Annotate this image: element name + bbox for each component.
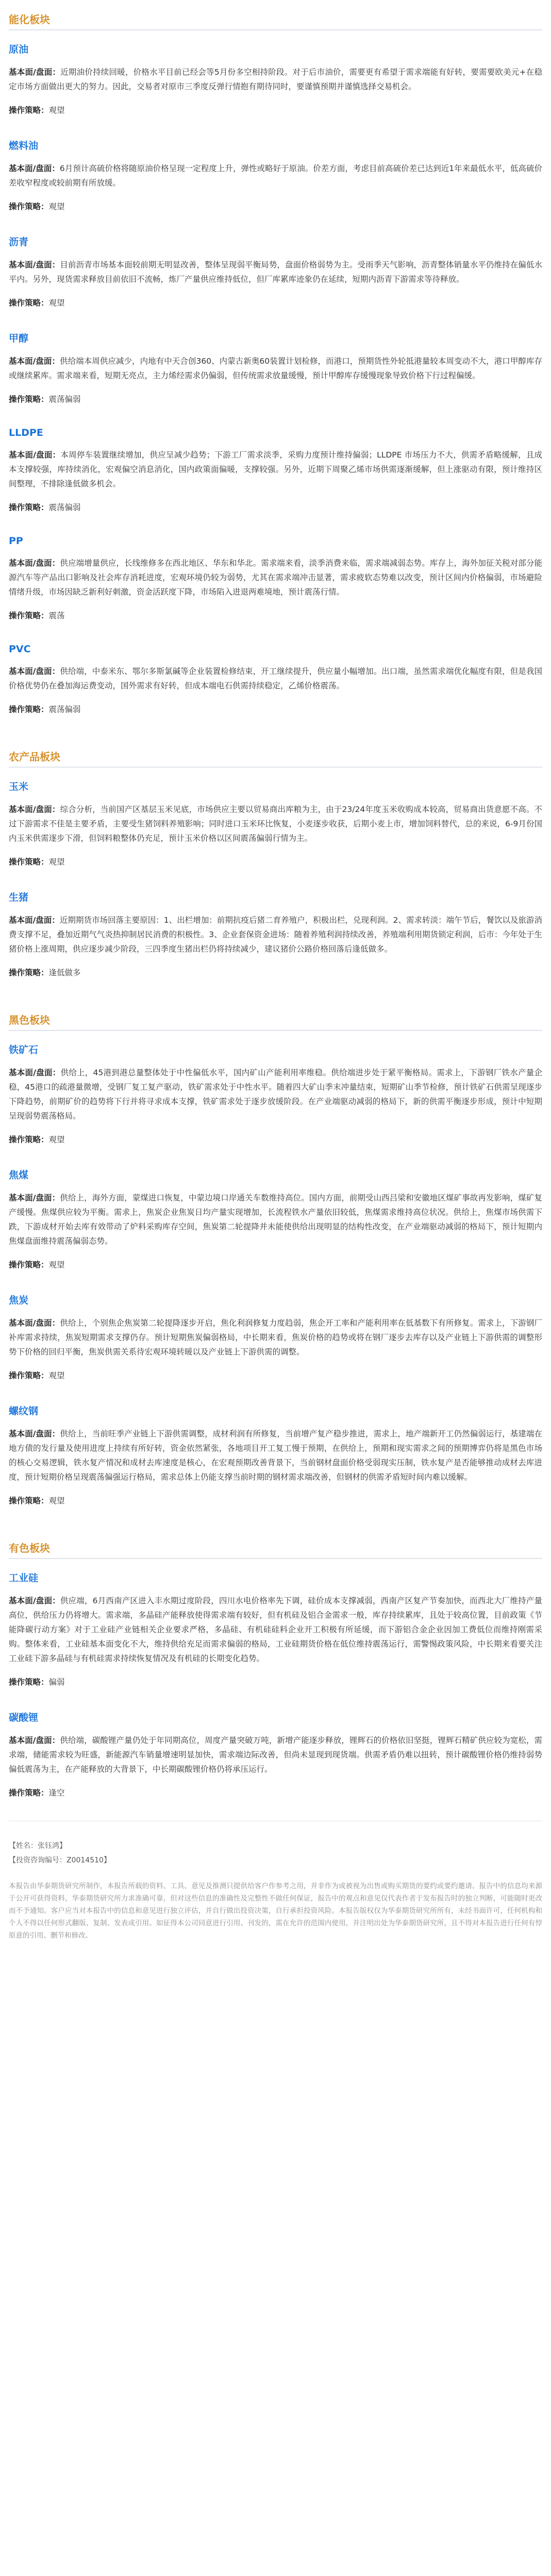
basis-label: 基本面/盘面： bbox=[9, 1736, 60, 1745]
basis-text: 供给上，海外方面，蒙煤进口恢复，中蒙边境口岸通关车数维持高位。国内方面，前期受山西吕梁和安徽地区煤矿事故再发影响，煤矿复产缓慢。焦煤供应较为平衡。需求上，焦炭企业焦炭日均产量实现增加，长流程铁水产量依旧较低，焦煤需求维持高位状况。供给上，焦煤市场供需下跌，下游成材开始去库有效带动了炉料采购库存空间，焦炭第二轮提降并未能使供给出现明显的结构性改变，在产业端驱动减弱的格局下，预计短期内焦煤盘面维持震荡偏弱态势。 bbox=[9, 1193, 542, 1246]
basis-label: 基本面/盘面： bbox=[9, 1429, 60, 1438]
sector-items bbox=[9, 1570, 542, 1800]
commodity-title: 生猪 bbox=[9, 892, 29, 903]
report-footer bbox=[9, 1821, 542, 1962]
commodity-block bbox=[9, 1570, 542, 1689]
strategy-label: 操作策略： bbox=[9, 705, 49, 714]
sector-divider bbox=[9, 1030, 542, 1031]
sector-title: 能化板块 bbox=[9, 13, 50, 26]
commodity-title: PVC bbox=[9, 643, 31, 655]
basis-text: 本周停车装置继续增加，供应呈减少趋势；下游工厂需求淡季，采购力度预计维持偏弱；LLDPE 市场压力不大，供需矛盾略缓解，且成本支撑较强，库持续消化，宏观偏空消息消化，国内政策面偏暖，支撑较强。另外，近期下周聚乙烯市场供需逐渐缓解，但上涨驱动有限，预计维持区间整理，不排除逢低做多机会。 bbox=[9, 450, 543, 488]
strategy-label: 操作策略： bbox=[9, 1260, 49, 1269]
author-line: 【姓名：张钰鸿】 bbox=[9, 1842, 66, 1850]
basis-paragraph bbox=[9, 556, 542, 599]
strategy-line bbox=[9, 1675, 542, 1689]
strategy-value: 震荡偏弱 bbox=[48, 395, 81, 404]
strategy-label: 操作策略： bbox=[9, 968, 49, 977]
commodity-block bbox=[9, 427, 542, 515]
strategy-label: 操作策略： bbox=[9, 1677, 49, 1687]
sector-title: 黑色板块 bbox=[9, 1014, 50, 1026]
commodity-block bbox=[9, 1403, 542, 1508]
basis-text: 目前沥青市场基本面较前期无明显改善，整体呈现弱平衡局势，盘面价格弱势为主。受雨季天气影响，沥青整体销量水平仍维持在偏低水平内。另外，现货需求释放目前依旧不流畅，炼厂产量供应维持低位，但厂库累库迹象仍在延续，短期内沥青下游需求等待释放。 bbox=[9, 260, 542, 284]
basis-text: 供给上，45港到港总量整体处于中性偏低水平，国内矿山产能利用率维稳。供给端进步处于紧平衡格局。需求上，下游钢厂铁水产量企稳，45港口的疏港量微增，受钢厂复工复产驱动，铁矿需求处于中性水平。随着四大矿山季末冲量结束，短期矿山季节检修，预计铁矿石供需呈现逐步下降趋势，前期矿价的趋势将下行并将寻求成本支撑，铁矿需求处于逐步放缓阶段。在产业端驱动减弱的格局下，新的供需平衡逐步形成，预计中短期呈现弱势震荡格局。 bbox=[9, 1068, 542, 1121]
basis-label: 基本面/盘面： bbox=[9, 1596, 60, 1605]
commodity-block bbox=[9, 331, 542, 406]
strategy-value: 逢空 bbox=[48, 1788, 65, 1798]
sector-items bbox=[9, 42, 542, 717]
basis-paragraph bbox=[9, 1191, 542, 1248]
commodity-block bbox=[9, 1710, 542, 1800]
basis-label: 基本面/盘面： bbox=[9, 916, 60, 925]
strategy-line bbox=[9, 1132, 542, 1147]
basis-paragraph bbox=[9, 354, 542, 383]
commodity-title: 焦煤 bbox=[9, 1170, 29, 1181]
strategy-value: 观望 bbox=[48, 1135, 65, 1144]
basis-paragraph bbox=[9, 258, 542, 286]
commodity-block bbox=[9, 890, 542, 980]
strategy-label: 操作策略： bbox=[9, 1788, 49, 1798]
strategy-label: 操作策略： bbox=[9, 1371, 49, 1380]
basis-text: 综合分析，当前国产区基层玉米见底，市场供应主要以贸易商出库粮为主，由于23/24年度玉米收购成本较高，贸易商出货意愿不高。不过下游需求不佳是主要矛盾，主要受生猪饲料养殖影响；同时进口玉米环比恢复，小麦逐步收获，后期小麦上市，增加饲料替代，总的来说，6-9月份国内玉米供需逐步下滑，但饲料粮整体仍充足，预计玉米价格以区间震荡偏弱行情为主。 bbox=[9, 805, 542, 843]
strategy-value: 震荡 bbox=[48, 611, 65, 620]
basis-text: 供应端，6月西南产区进入丰水期过度阶段，四川水电价格率先下调，硅价成本支撑减弱，西南产区复产节奏加快，而西北大厂维持产量高位，供给压力仍将增大。需求端，多晶硅产能释放使得需求端有较好，但有机硅及铝合金需求一般，库存持续累库，且处于较高位置，目前政策《节能降碳行动方案》对于工业硅产业链相关企业要求严格，多晶硅、有机硅硅料企业开工积极有所延缓，而下游铝合金企业因加工费低位而维持刚需采购。整体来看，工业硅基本面变化不大，维持供给充足而需求偏弱的格局，工业硅期货价格在低位维持震荡运行，需警惕政策风险，中长期来看要关注工业硅下游多晶硅与有机硅需求持续恢复情况及有机硅的长期变化趋势。 bbox=[9, 1596, 542, 1663]
strategy-label: 操作策略： bbox=[9, 202, 49, 211]
strategy-line bbox=[9, 855, 542, 869]
commodity-title: 玉米 bbox=[9, 781, 29, 792]
basis-label: 基本面/盘面： bbox=[9, 805, 60, 814]
strategy-label: 操作策略： bbox=[9, 857, 49, 867]
strategy-line bbox=[9, 702, 542, 717]
commodity-block bbox=[9, 535, 542, 623]
basis-paragraph bbox=[9, 448, 542, 491]
strategy-value: 观望 bbox=[48, 1260, 65, 1269]
basis-paragraph bbox=[9, 913, 542, 956]
strategy-line bbox=[9, 1258, 542, 1272]
sector-divider bbox=[9, 1558, 542, 1559]
commodity-title: 原油 bbox=[9, 44, 29, 55]
basis-paragraph bbox=[9, 1594, 542, 1666]
strategy-line bbox=[9, 608, 542, 623]
basis-label: 基本面/盘面： bbox=[9, 1193, 60, 1202]
basis-label: 基本面/盘面： bbox=[9, 1318, 60, 1328]
strategy-label: 操作策略： bbox=[9, 611, 49, 620]
commodity-block bbox=[9, 42, 542, 117]
basis-label: 基本面/盘面： bbox=[9, 357, 60, 366]
strategy-value: 偏弱 bbox=[48, 1677, 65, 1687]
commodity-title: 甲醇 bbox=[9, 333, 29, 344]
basis-text: 供给端，碳酸锂产量仍处于年同期高位，周度产量突破万吨，新增产能逐步释放，锂辉石的价格依旧坚挺，锂辉石精矿供应较为宽松，需求端，储能需求较为旺盛，新能源汽车销量增速明显加快，需求端边际改善，但尚未显现到现货端。供需矛盾仍难以扭转，预计碳酸锂价格仍维持弱势偏低震荡为主，在产能释放的大背景下，中长期碳酸锂价格仍将承压运行。 bbox=[9, 1736, 542, 1774]
commodity-title: LLDPE bbox=[9, 427, 43, 438]
commodity-title: 铁矿石 bbox=[9, 1044, 39, 1056]
commodity-block bbox=[9, 138, 542, 214]
strategy-value: 震荡偏弱 bbox=[48, 503, 81, 512]
commodity-title: 螺纹钢 bbox=[9, 1405, 39, 1417]
commodity-title: 工业硅 bbox=[9, 1572, 39, 1584]
strategy-label: 操作策略： bbox=[9, 395, 49, 404]
basis-paragraph bbox=[9, 1733, 542, 1776]
strategy-label: 操作策略： bbox=[9, 1496, 49, 1505]
strategy-value: 观望 bbox=[48, 202, 65, 211]
strategy-value: 观望 bbox=[48, 1371, 65, 1380]
basis-text: 6月预计高硫价格将随原油价格呈现一定程度上升，弹性或略好于原油。价差方面，考虑目前高硫价差已达到近1年来最低水平，低高硫价差收窄程度或较前期有所放缓。 bbox=[9, 164, 542, 188]
strategy-value: 观望 bbox=[48, 1496, 65, 1505]
license-line: 【投资咨询编号：Z0014510】 bbox=[9, 1856, 111, 1865]
sector-items bbox=[9, 1042, 542, 1508]
basis-label: 基本面/盘面： bbox=[9, 450, 61, 460]
commodity-block bbox=[9, 1167, 542, 1272]
commodity-block bbox=[9, 1042, 542, 1147]
basis-text: 供给上，当前旺季产业链上下游供需调整，成材利润有所修复，当前增产复产稳步推进，需求上，地产端新开工仍然偏弱运行，基建端在地方债的发行量及使用进度上持续有所好转，资金依然紧张，各地项目开工复工慢于预期，在供给上，预期和现实需求之间的预期博弈仍将是黑色市场的核心交易逻辑，铁水复产情况和成材去库速度是核心，在宏观预期改善背景下，当前钢材盘面价格受弱现实压制，铁水复产是否能够推动成材去库进度，预计短期价格呈现震荡偏强运行格局，需求总体上仍能支撑当前时期的钢材需求端改善，但钢材的供需矛盾短时间内难以缓解。 bbox=[9, 1429, 542, 1482]
basis-label: 基本面/盘面： bbox=[9, 260, 60, 269]
commodity-title: PP bbox=[9, 535, 23, 547]
sector bbox=[9, 1001, 542, 1508]
basis-text: 供给上，个别焦企焦炭第二轮提降逐步开启，焦化利润修复力度趋弱，焦企开工率和产能利用率在低基数下有所修复。需求上，下游钢厂补库需求持续，焦炭短期需求支撑仍存。预计短期焦炭偏弱格局，中长期来看，焦炭价格的趋势或将在钢厂逐步去库存以及产业链上下游供需的调整形势下价格的回归平衡，焦炭供需关系待宏观环境转暖以及产业链上下游供需的调整。 bbox=[9, 1318, 542, 1357]
basis-paragraph bbox=[9, 664, 542, 693]
strategy-line bbox=[9, 1786, 542, 1800]
basis-text: 供应端增量供应，长线维修多在西北地区、华东和华北。需求端来看，淡季消费来临，需求端减弱态势。库存上，海外加征关税对部分能源汽车等产品出口影响及社会库存消耗进度，宏观环境仍较为弱势，尤其在需求端冲击显著，需求疲软态势难以改变，预计区间内价格偏弱，市场避险情绪升级，市场因缺乏新利好刺激，资金活跃度下降，市场陷入进退两难境地，预计震荡行情。 bbox=[9, 558, 542, 597]
basis-paragraph bbox=[9, 802, 542, 845]
strategy-line bbox=[9, 965, 542, 980]
basis-paragraph bbox=[9, 65, 542, 94]
commodity-block bbox=[9, 643, 542, 717]
strategy-value: 观望 bbox=[48, 857, 65, 867]
disclaimer-text: 本报告由华泰期货研究所制作，本报告所载的资料、工具、意见及推测只提供给客户作参考之用，并非作为或被视为出售或购买期货的要约或要约邀请。报告中的信息均来源于公开可获得资料，华泰期货研究所力求准确可靠，但对这些信息的准确性及完整性不做任何保证，报告中的观点和意见仅代表作者于发布报告时的独立判断，可能随时更改而不予通知。客户应当对本报告中的信息和意见进行独立评估，并自行做出投资决策，自行承担投资风险。本报告版权仅为华泰期货研究所所有，未经书面许可，任何机构和个人不得以任何形式翻版、复制、发表或引用。如征得本公司同意进行引用、刊发的，需在允许的范围内使用，并注明出处为华泰期货研究所，且不得对本报告进行任何有悖原意的引用、删节和修改。 bbox=[9, 1882, 542, 1940]
basis-label: 基本面/盘面： bbox=[9, 67, 61, 77]
basis-text: 供给端本周供应减少，内地有中天合创360、内蒙古新奥60装置计划检修，而港口，预期货性外轮抵港量较本周变动不大，港口甲醇库存或继续累库。需求端来看，短期无亮点，主力烯经需求仍偏弱，但传统需求放量缓慢，预计甲醇库存缓慢现象导致价格下行过程偏缓。 bbox=[9, 357, 542, 380]
strategy-value: 逢低做多 bbox=[48, 968, 81, 977]
basis-paragraph bbox=[9, 1065, 542, 1123]
strategy-label: 操作策略： bbox=[9, 298, 49, 308]
commodity-block bbox=[9, 234, 542, 310]
strategy-value: 震荡偏弱 bbox=[48, 705, 81, 714]
basis-paragraph bbox=[9, 1427, 542, 1484]
strategy-line bbox=[9, 500, 542, 515]
sector-title: 有色板块 bbox=[9, 1542, 50, 1554]
basis-text: 近期油价持续回暖，价格水平目前已经会等5月份多空相持阶段。对于后市油价，需要更有希望于需求端能有好转，要需要欧美元+在稳定市场方面做出更大的努力。因此，交易者对原市三季度反弹行情抱有期待同时，要谨慎预期并谨慎选择交易机会。 bbox=[9, 67, 542, 91]
commodity-title: 碳酸锂 bbox=[9, 1712, 39, 1723]
sector bbox=[9, 1529, 542, 1800]
strategy-line bbox=[9, 199, 542, 214]
strategy-line bbox=[9, 1494, 542, 1508]
sector-items bbox=[9, 779, 542, 980]
commodity-title: 沥青 bbox=[9, 236, 29, 248]
basis-label: 基本面/盘面： bbox=[9, 1068, 61, 1077]
strategy-label: 操作策略： bbox=[9, 106, 49, 115]
commodity-title: 焦炭 bbox=[9, 1295, 29, 1306]
strategy-label: 操作策略： bbox=[9, 503, 49, 512]
strategy-value: 观望 bbox=[48, 106, 65, 115]
basis-text: 近期期货市场回落主要原因：1、出栏增加：前期抗疫后猪二育养殖户，积极出栏，兑现利润。2、需求转淡：端午节后，餐饮以及旅游消费支撑不足，叠加近期气气炎热抑制居民消费的积极性。3、企业套保资金进场：随着养殖利润持续改善，养殖端利用期货锁定利润，后市：今年处于生猪价格上涨周期，供应逐步减少阶段，三四季度生猪出栏仍将持续减少，建议猪价公路价格回落后逢低做多。 bbox=[9, 916, 542, 954]
strategy-value: 观望 bbox=[48, 298, 65, 308]
sector bbox=[9, 0, 542, 717]
commodity-block bbox=[9, 779, 542, 869]
sector-title: 农产品板块 bbox=[9, 751, 60, 763]
commodity-title: 燃料油 bbox=[9, 140, 39, 151]
commodity-block bbox=[9, 1293, 542, 1383]
sector bbox=[9, 737, 542, 980]
sector-divider bbox=[9, 767, 542, 768]
strategy-line bbox=[9, 103, 542, 117]
basis-label: 基本面/盘面： bbox=[9, 558, 60, 568]
strategy-line bbox=[9, 392, 542, 406]
basis-label: 基本面/盘面： bbox=[9, 164, 60, 173]
basis-paragraph bbox=[9, 161, 542, 190]
basis-paragraph bbox=[9, 1316, 542, 1359]
basis-label: 基本面/盘面： bbox=[9, 667, 60, 676]
sector-divider bbox=[9, 29, 542, 30]
strategy-line bbox=[9, 1368, 542, 1383]
strategy-label: 操作策略： bbox=[9, 1135, 49, 1144]
strategy-line bbox=[9, 296, 542, 310]
basis-text: 供给端，中泰米东、鄂尔多斯氯碱等企业装置检修结束，开工继续提升，供应量小幅增加。出口端，虽然需求端优化幅度有限，但是我国价格优势仍在叠加海运费变动，国外需求有好转，但成本端电石供需持续稳定，乙烯价格震荡。 bbox=[9, 667, 542, 690]
